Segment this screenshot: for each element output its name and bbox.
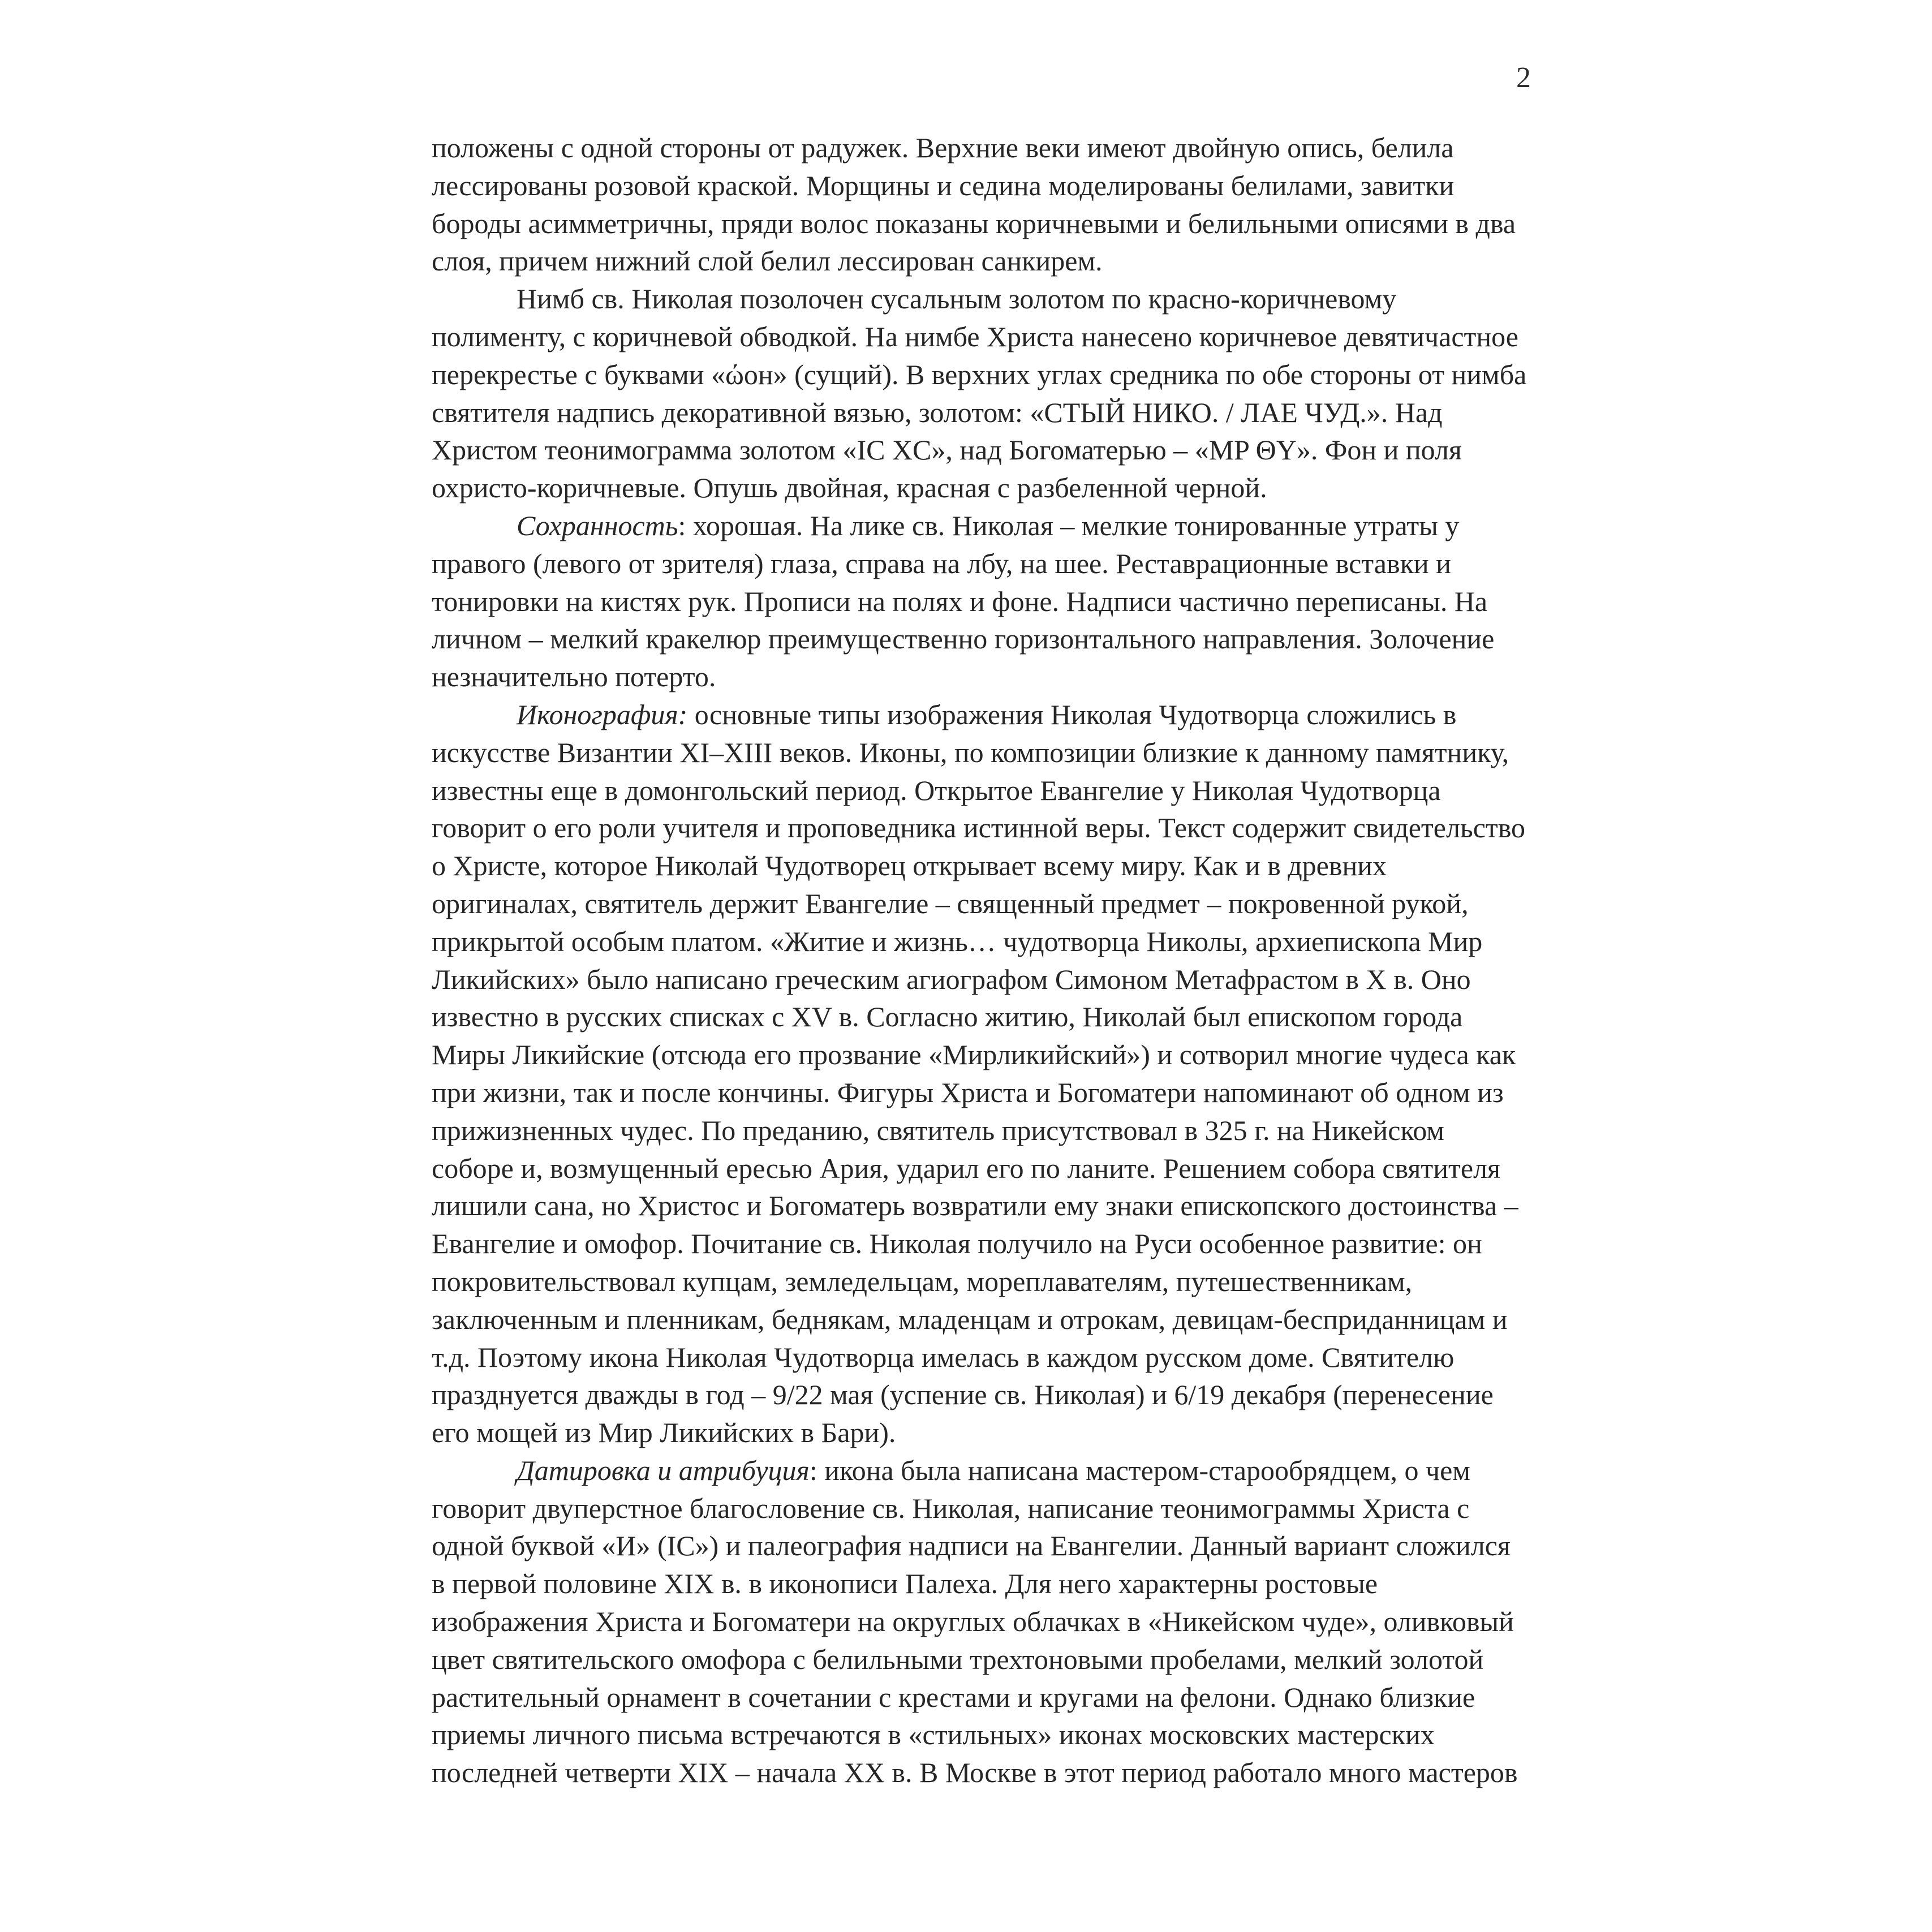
section-label-condition: Сохранность — [517, 509, 678, 541]
text-run: основные типы изображения Николая Чудотворца сложились в — [687, 698, 1457, 730]
text-line: Евангелие и омофор. Почитание св. Николая получило на Руси особенное развитие: он — [432, 1228, 1482, 1260]
text-line: говорит двуперстное благословение св. Николая, написание теонимограммы Христа с — [432, 1492, 1470, 1524]
text-line: цвет святительского омофора с белильными трехтоновыми пробелами, мелкий золотой — [432, 1643, 1484, 1675]
text-line: охристо-коричневые. Опушь двойная, красная с разбеленной черной. — [432, 472, 1267, 504]
text-run: : хорошая. На лике св. Николая – мелкие тонированные утраты у — [678, 509, 1460, 541]
text-line — [432, 1452, 1563, 1490]
section-label-dating: Датировка и атрибуция — [517, 1454, 810, 1486]
text-line: последней четверти XIX – начала XX в. В Москве в этот период работало много мастеров — [432, 1757, 1518, 1789]
text-line: Нимб св. Николая позолочен сусальным золотом по красно-коричневому — [517, 283, 1397, 315]
text-line: изображения Христа и Богоматери на округлых облачках в «Никейском чуде», оливковый — [432, 1606, 1514, 1638]
text-line: искусстве Византии XI–XIII веков. Иконы, по композиции близкие к данному памятнику, — [432, 736, 1509, 768]
text-line: слоя, причем нижний слой белил лессирован санкирем. — [432, 245, 1103, 277]
paragraph-nimbus — [432, 280, 1563, 507]
text-line: бороды асимметричны, пряди волос показаны коричневыми и белильными описями в два — [432, 207, 1516, 239]
text-line: при жизни, так и после кончины. Фигуры Христа и Богоматери напоминают об одном из — [432, 1076, 1504, 1108]
text-line: оригиналах, святитель держит Евангелие – священный предмет – покровенной рукой, — [432, 887, 1469, 919]
text-line: правого (левого от зрителя) глаза, справа на лбу, на шее. Реставрационные вставки и — [432, 547, 1451, 579]
text-line: личном – мелкий кракелюр преимущественно горизонтального направления. Золочение — [432, 623, 1495, 655]
text-line: покровительствовал купцам, земледельцам, мореплавателям, путешественникам, — [432, 1265, 1413, 1297]
paragraph-eye-description — [432, 129, 1563, 280]
text-line: его мощей из Мир Ликийских в Бари). — [432, 1417, 896, 1449]
text-line: известны еще в домонгольский период. Открытое Евангелие у Николая Чудотворца — [432, 774, 1441, 806]
text-line — [432, 696, 1563, 734]
text-line: лишили сана, но Христос и Богоматерь возвратили ему знаки епископского достоинства – — [432, 1190, 1518, 1222]
text-line: приемы личного письма встречаются в «стильных» иконах московских мастерских — [432, 1719, 1435, 1751]
paragraph-iconography — [432, 696, 1563, 1452]
text-line: известно в русских списках с XV в. Согласно житию, Николай был епископом города — [432, 1001, 1463, 1033]
text-line: Христом теонимограмма золотом «IC XC», над Богоматерью – «MP ΘY». Фон и поля — [432, 434, 1462, 466]
paragraph-condition — [432, 507, 1563, 696]
text-line: о Христе, которое Николай Чудотворец открывает всему миру. Как и в древних — [432, 850, 1387, 882]
section-label-iconography: Иконография: — [517, 698, 688, 730]
text-line: положены с одной стороны от радужек. Верхние веки имеют двойную опись, белила — [432, 132, 1454, 163]
text-line: прикрытой особым платом. «Житие и жизнь… чудотворца Николы, архиепископа Мир — [432, 925, 1483, 957]
text-run: : икона была написана мастером-старообрядцем, о чем — [809, 1454, 1470, 1486]
text-line: растительный орнамент в сочетании с крестами и кругами на фелони. Однако близкие — [432, 1681, 1475, 1713]
text-line: святителя надпись декоративной вязью, золотом: «СТЫЙ НИКО. / ЛАЕ ЧУД.». Над — [432, 396, 1443, 428]
text-line: т.д. Поэтому икона Николая Чудотворца имелась в каждом русском доме. Святителю — [432, 1341, 1455, 1373]
body-text — [432, 129, 1563, 1792]
text-line — [432, 507, 1563, 545]
text-line: перекрестье с буквами «ώон» (сущий). В верхних углах средника по обе стороны от нимба — [432, 358, 1527, 390]
text-line: в первой половине XIX в. в иконописи Палеха. Для него характерны ростовые — [432, 1568, 1378, 1600]
text-line: Миры Ликийские (отсюда его прозвание «Мирликийский») и сотворил многие чудеса как — [432, 1039, 1516, 1071]
text-line: одной буквой «И» (IC») и палеография надписи на Евангелии. Данный вариант сложился — [432, 1530, 1511, 1562]
text-line: празднуется дважды в год – 9/22 мая (успение св. Николая) и 6/19 декабря (перенесение — [432, 1379, 1494, 1411]
text-line: Ликийских» было написано греческим агиографом Симоном Метафрастом в X в. Оно — [432, 963, 1471, 995]
text-line: соборе и, возмущенный ересью Ария, ударил его по ланите. Решением собора святителя — [432, 1152, 1500, 1184]
page-number: 2 — [1516, 62, 1531, 94]
text-line: незначительно потерто. — [432, 661, 716, 693]
text-line: прижизненных чудес. По преданию, святитель присутствовал в 325 г. на Никейском — [432, 1114, 1444, 1146]
paragraph-dating-attribution — [432, 1452, 1563, 1792]
text-line: заключенным и пленникам, беднякам, младенцам и отрокам, девицам-бесприданницам и — [432, 1303, 1508, 1335]
text-line: говорит о его роли учителя и проповедника истинной веры. Текст содержит свидетельство — [432, 812, 1526, 844]
text-line: полименту, с коричневой обводкой. На нимбе Христа нанесено коричневое девятичастное — [432, 320, 1518, 352]
text-line: тонировки на кистях рук. Прописи на полях и фоне. Надписи частично переписаны. На — [432, 585, 1488, 617]
text-line: лессированы розовой краской. Морщины и седина моделированы белилами, завитки — [432, 169, 1455, 201]
